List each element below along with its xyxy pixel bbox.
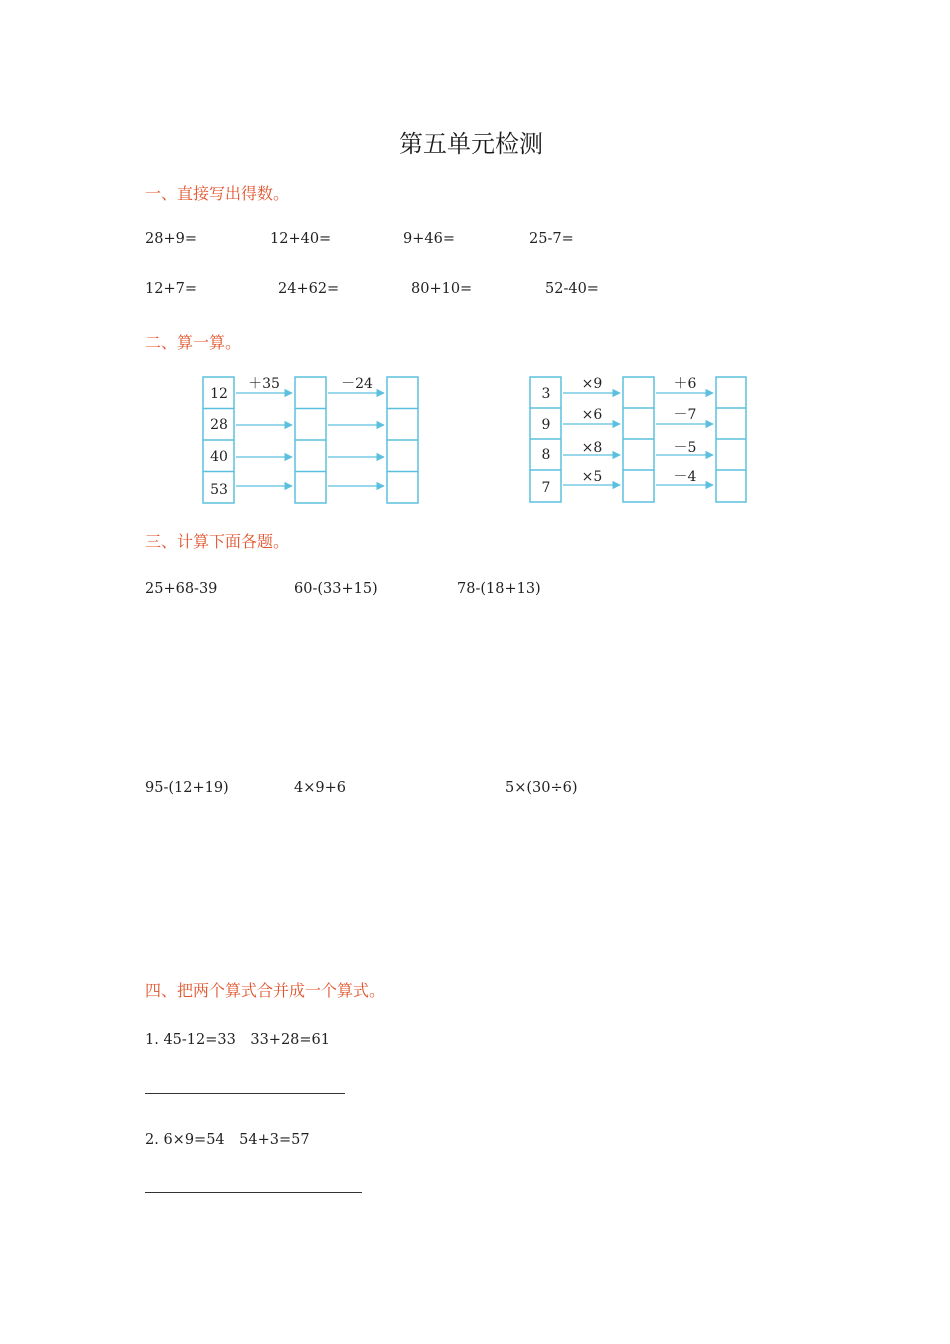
expression: 25+68-39 <box>145 581 218 597</box>
operation-label: －7 <box>673 407 697 423</box>
expression: 95-(12+19) <box>145 780 229 796</box>
input-number: 8 <box>541 447 551 463</box>
addition-chain-diagram <box>195 368 435 510</box>
answer-line-1 <box>145 1093 345 1094</box>
input-number: 12 <box>210 386 228 402</box>
operation-label: ×9 <box>581 376 603 392</box>
expression: 4×9+6 <box>294 780 346 796</box>
input-number: 53 <box>210 482 228 498</box>
operation-label: ×6 <box>581 407 603 423</box>
problem-2: 2. 6×9=54 54+3=57 <box>145 1132 310 1148</box>
multiplication-chain-diagram <box>522 368 762 510</box>
input-number: 40 <box>210 449 228 465</box>
equation: 9+46= <box>403 231 455 247</box>
expression: 5×(30÷6) <box>505 780 578 796</box>
problem-1: 1. 45-12=33 33+28=61 <box>145 1032 330 1048</box>
answer-line-2 <box>145 1192 362 1193</box>
operation-label: －4 <box>673 469 697 485</box>
section-1-heading: 一、直接写出得数。 <box>145 184 290 203</box>
operation-label: ×5 <box>581 469 603 485</box>
operation-label: －5 <box>673 440 697 456</box>
page-title: 第五单元检测 <box>399 130 543 158</box>
equation: 80+10= <box>411 281 473 297</box>
input-number: 7 <box>541 480 551 496</box>
section-2-heading: 二、算一算。 <box>145 333 242 352</box>
equation: 12+40= <box>270 231 332 247</box>
operation-label: ×8 <box>581 440 603 456</box>
equation: 28+9= <box>145 231 197 247</box>
operation-label: ＋35 <box>248 376 280 392</box>
input-number: 3 <box>541 386 551 402</box>
section-4-heading: 四、把两个算式合并成一个算式。 <box>145 981 386 1000</box>
section-3-heading: 三、计算下面各题。 <box>145 532 290 551</box>
equation: 25-7= <box>529 231 574 247</box>
expression: 78-(18+13) <box>457 581 541 597</box>
operation-label: －24 <box>341 376 373 392</box>
input-number: 9 <box>541 417 551 433</box>
equation: 24+62= <box>278 281 340 297</box>
equation: 12+7= <box>145 281 197 297</box>
input-number: 28 <box>210 417 228 433</box>
expression: 60-(33+15) <box>294 581 378 597</box>
equation: 52-40= <box>545 281 599 297</box>
operation-label: ＋6 <box>673 376 697 392</box>
